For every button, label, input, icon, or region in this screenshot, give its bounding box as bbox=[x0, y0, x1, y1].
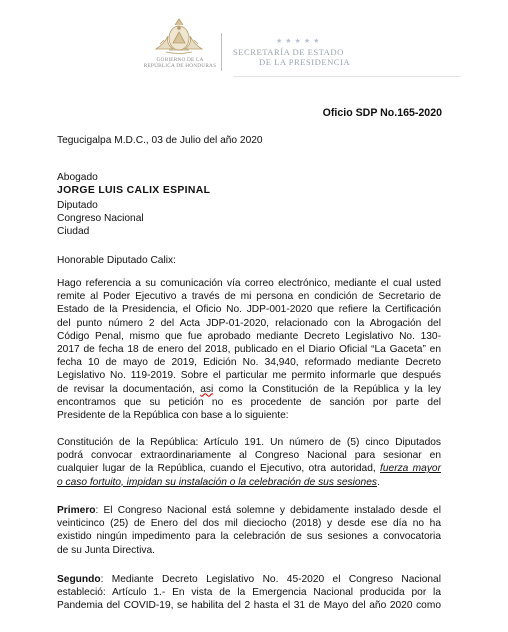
p3-line: veinticinco (25) de Enero del dos mil dieciocho (2018) y desde ese día no ha bbox=[57, 518, 441, 530]
p2-line bbox=[57, 462, 441, 475]
p2-line: podrá convocar extraordinariamente al Congreso Nacional para sesionar en bbox=[57, 450, 441, 462]
p1-line: del punto número 2 del Acta JDP-01-2020, relacionado con la Abrogación del bbox=[57, 317, 441, 329]
paragraph-segundo bbox=[57, 573, 441, 613]
recipient-title: Abogado bbox=[57, 172, 98, 183]
paragraph-reference bbox=[57, 277, 441, 422]
p4-line: estableció: Artículo 1.- En vista de la Emergencia Nacional producida por la bbox=[57, 587, 441, 599]
p1-line: 2017 de fecha 18 de enero del 2018, publicado en el Diario Oficial “La Gaceta” en bbox=[57, 344, 441, 356]
p2-line: Constitución de la República: Artículo 191. Un número de (5) cinco Diputados bbox=[57, 437, 441, 448]
p1-line-part: como la Constitución de la República y la ley bbox=[213, 383, 441, 395]
p1-line: Presidente de la República con base a lo siguiente: bbox=[57, 410, 289, 422]
period: . bbox=[376, 476, 380, 488]
sec-line-1: SECRETARÍA DE ESTADO bbox=[233, 47, 344, 57]
p4-line bbox=[57, 573, 441, 586]
salutation: Honorable Diputado Calix: bbox=[57, 255, 176, 266]
p3-line-part: : El Congreso Nacional está solemne y debidamente instalado desde el bbox=[95, 505, 441, 516]
primero-label: Primero bbox=[57, 505, 96, 516]
p1-line-part: de revisar la documentación, bbox=[57, 383, 201, 395]
paragraph-constitution bbox=[57, 436, 441, 489]
oficio-number: Oficio SDP No.165-2020 bbox=[322, 107, 442, 119]
p1-line: Estado de la Presidencia, el Oficio No. JDP-001-2020 que refiere la Certificación bbox=[57, 304, 441, 316]
p1-line bbox=[57, 383, 441, 396]
p1-line: Legislativo No. 119-2019. Sobre el particular me permito informarle que después bbox=[57, 370, 441, 382]
misspelled-word: asi bbox=[200, 383, 214, 395]
letterhead-rule bbox=[233, 76, 461, 77]
place-date: Tegucigalpa M.D.C., 03 de Julio del año 2020 bbox=[57, 135, 263, 146]
segundo-label: Segundo bbox=[57, 574, 101, 585]
gov-line-1: GOBIERNO DE LA bbox=[156, 57, 204, 63]
p1-line: Código Penal, mismo que fue aprobado mediante Decreto Legislativo No. 130- bbox=[57, 330, 441, 342]
p1-line: encontramos que su petición no es procedente de sanción por parte del bbox=[57, 396, 441, 408]
p4-line-part: : Mediante Decreto Legislativo No. 45-2020 el Congreso Nacional bbox=[100, 574, 441, 585]
letterhead-divider bbox=[221, 33, 222, 71]
secretariat-name bbox=[233, 47, 373, 67]
gov-line-2: REPÚBLICA DE HONDURAS bbox=[143, 63, 217, 70]
p3-line bbox=[57, 504, 441, 517]
p1-line: remite al Poder Ejecutivo a través de mi persona en condición de Secretario de bbox=[57, 291, 441, 303]
p3-line: existido ningún impedimento para la celebración de sus sesiones a convocatoria bbox=[57, 531, 441, 543]
paragraph-primero bbox=[57, 504, 441, 557]
government-name bbox=[143, 57, 217, 69]
p1-line: Hago referencia a su comunicación vía correo electrónico, mediante el cual usted bbox=[57, 278, 441, 289]
stars-icon: ★★★★★ bbox=[276, 38, 323, 45]
p2-line bbox=[57, 476, 441, 489]
p4-line: Pandemia del COVID-19, se habilita del 2 hasta el 31 de Mayo del año 2020 como bbox=[57, 600, 441, 612]
recipient-institution: Congreso Nacional bbox=[57, 213, 144, 224]
recipient-city: Ciudad bbox=[57, 226, 90, 237]
recipient-name: JORGE LUIS CALIX ESPINAL bbox=[57, 185, 211, 196]
sec-line-2: DE LA PRESIDENCIA bbox=[259, 57, 351, 67]
p3-line: de su Junta Directiva. bbox=[57, 544, 155, 556]
p1-line: fecha 10 de mayo de 2019, Edición No. 34,940, reformado mediante Decreto bbox=[57, 357, 441, 369]
emphasis-text: fuerza mayor bbox=[380, 463, 441, 475]
honduras-coat-of-arms-icon bbox=[146, 16, 212, 56]
p2-line-part: cualquier lugar de la República, cuando el Ejecutivo, otra autoridad, bbox=[57, 463, 376, 475]
recipient-role: Diputado bbox=[57, 200, 98, 211]
emphasis-text: o caso fortuito, impidan su instalación o la celebración de sus sesiones bbox=[57, 476, 377, 488]
